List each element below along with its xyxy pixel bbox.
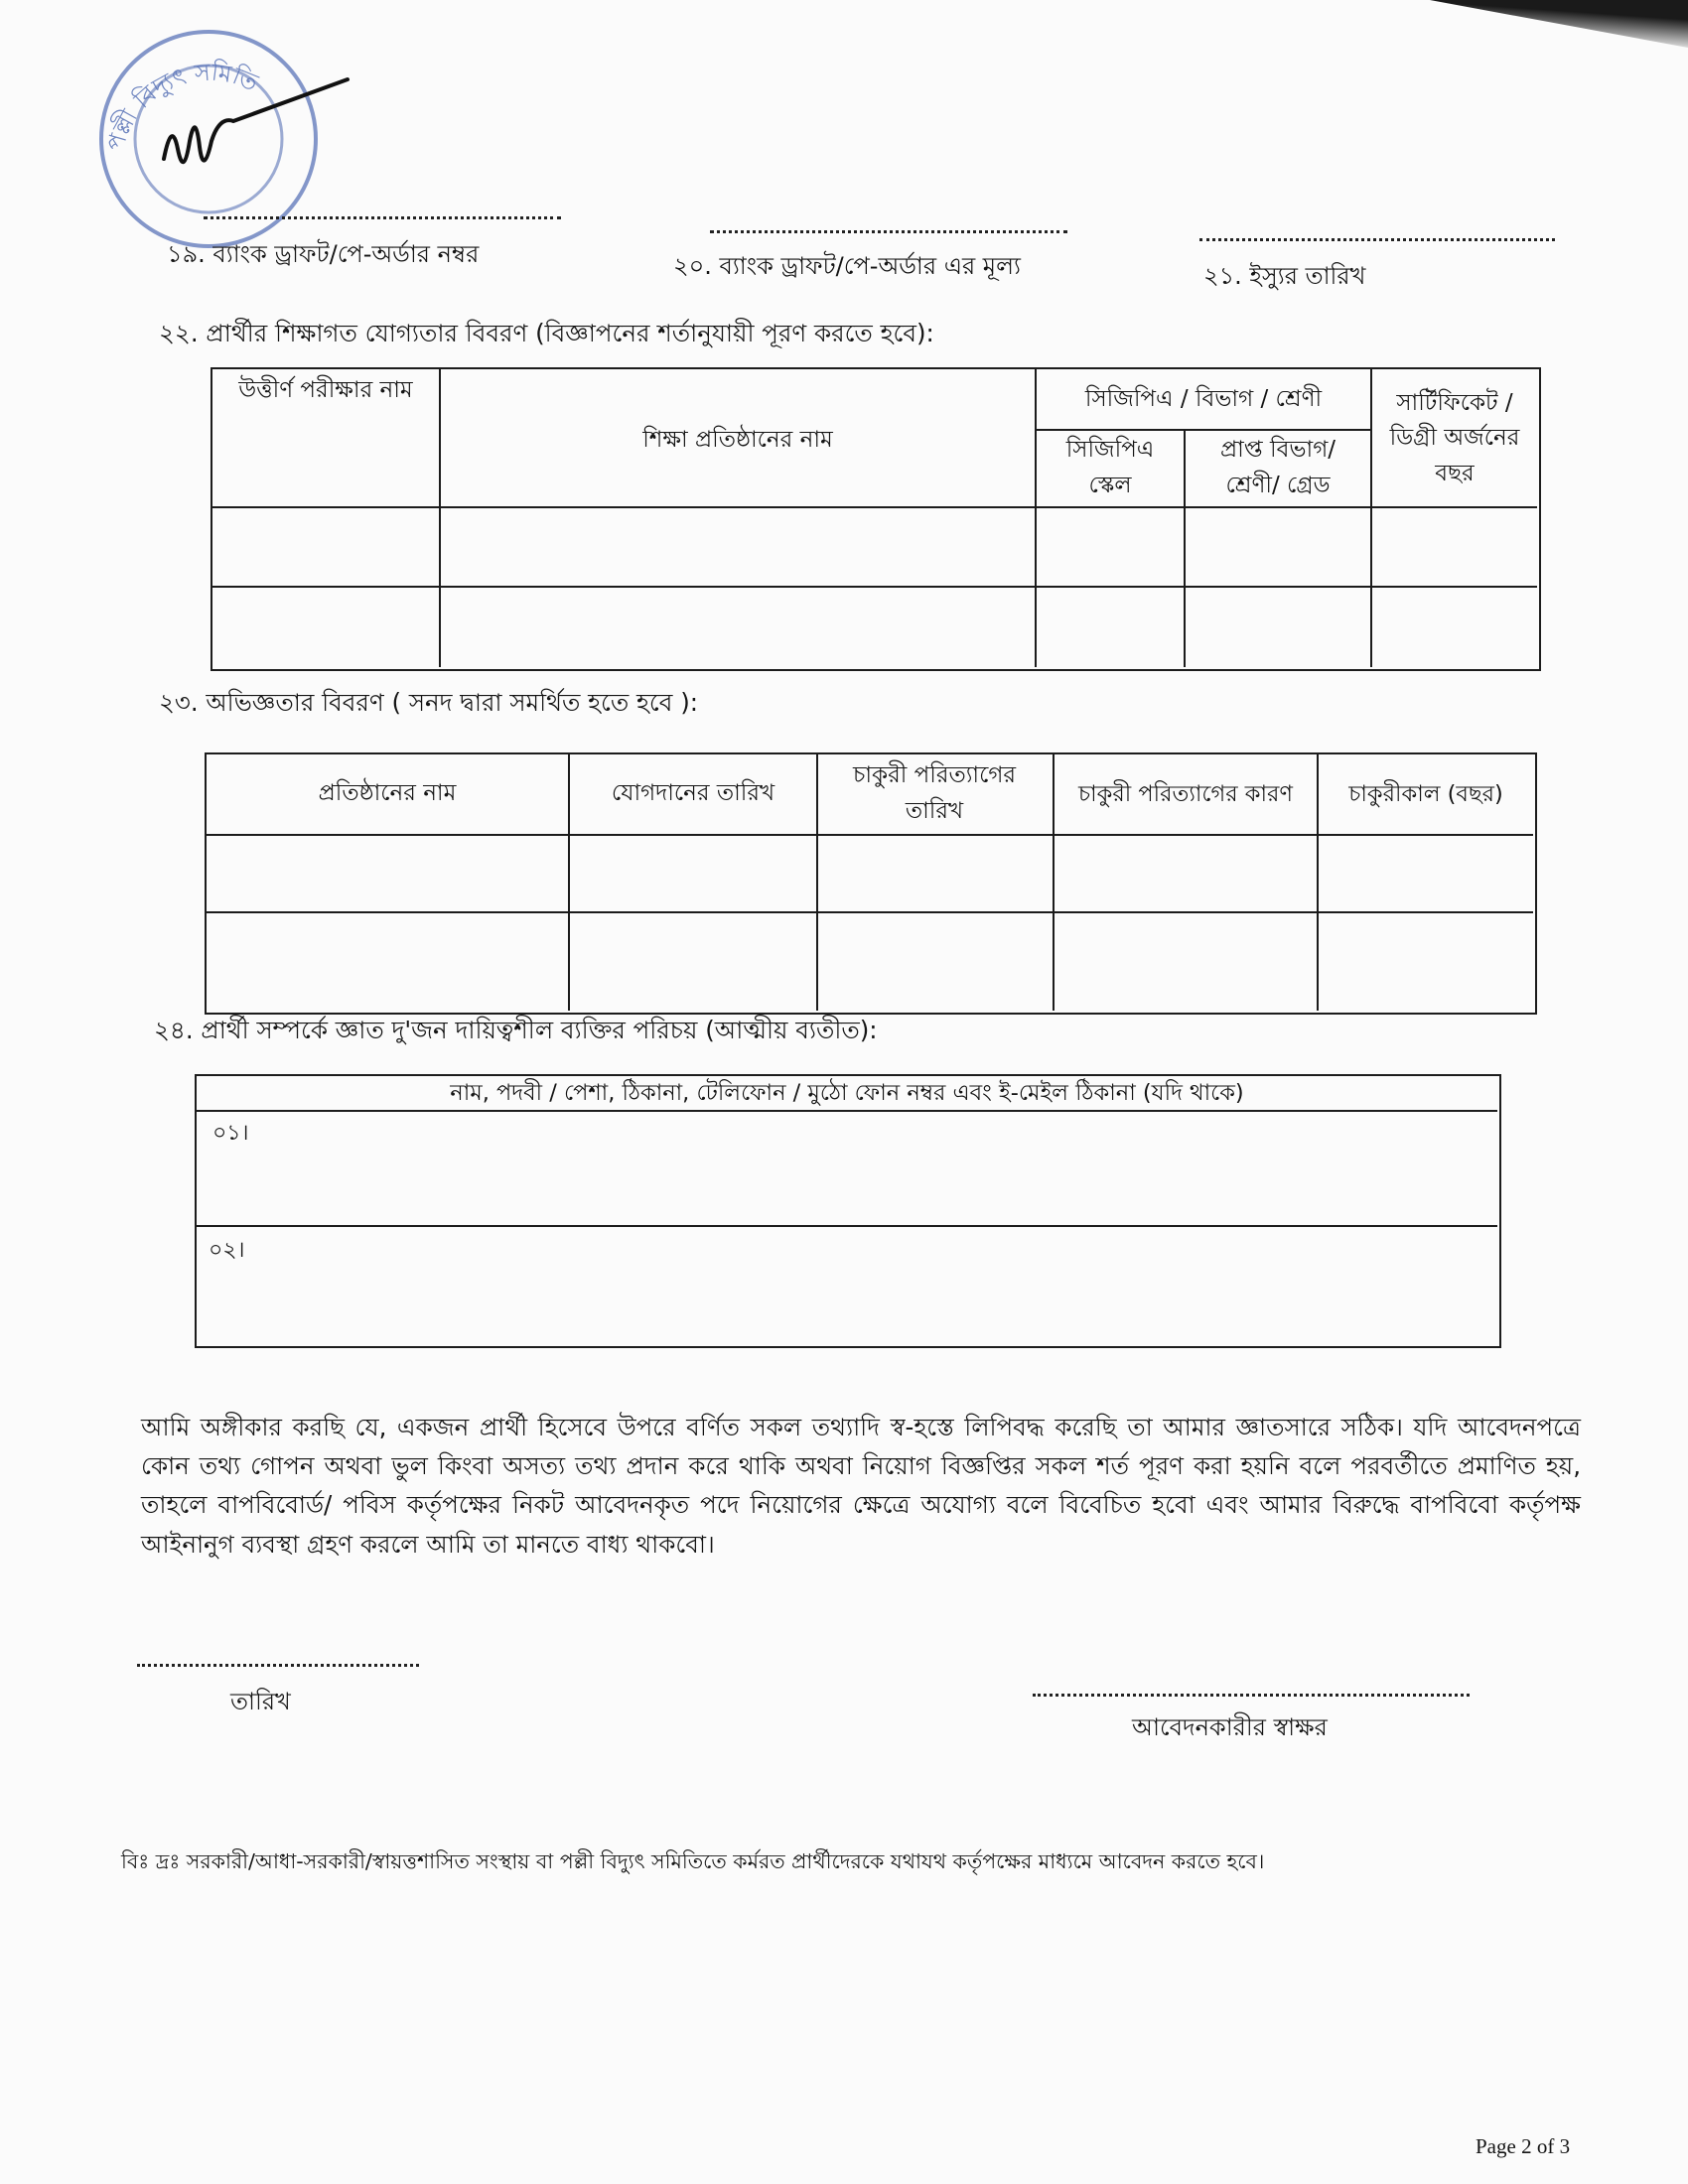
col-join-date: যোগদানের তারিখ <box>611 780 775 807</box>
scan-corner-shadow <box>1430 0 1688 48</box>
reference-row-2: ০২। <box>209 1238 245 1263</box>
col-cgpa-scale: সিজিপিএ স্কেল <box>1065 437 1155 498</box>
signature-scribble <box>164 79 348 162</box>
declaration-text: আমি অঙ্গীকার করছি যে, একজন প্রার্থী হিসেবে উপরে বর্ণিত সকল তথ্যাদি স্ব-হস্তে লিপিবদ্ধ করেছি তা আমার জ্ঞাতসারে সঠিক। যদি আবেদনপত্রে কোন তথ্য গোপন অথবা ভুল কিংবা অসত্য তথ্য প্রদান করে থাকি অথবা নিয়োগ বিজ্ঞপ্তির সকল শর্ত পূরণ করা হয়নি বলে পরবর্তীতে প্রমাণিত হয়, তাহলে বাপবিবোর্ড/ পবিস কর্তৃপক্ষের নিকট আবেদনকৃত পদে নিয়োগের ক্ষেত্রে অযোগ্য বলে বিবেচিত হবো এবং আমার বিরুদ্ধে বাপবিবো কর্তৃপক্ষ আইনানুগ ব্যবস্থা গ্রহণ করলে আমি তা মানতে বাধ্য থাকবো। <box>141 1413 1581 1559</box>
f21-dotline <box>1199 238 1555 241</box>
col-institute-name: শিক্ষা প্রতিষ্ঠানের নাম <box>642 427 833 454</box>
col-result-group: সিজিপিএ / বিভাগ / শ্রেণী <box>1084 386 1323 413</box>
footnote: বিঃ দ্রঃ সরকারী/আধা-সরকারী/স্বায়ত্তশাসিত সংস্থায় বা পল্লী বিদ্যুৎ সমিতিতে কর্মরত প্রার্থীদেরকে যথাযথ কর্তৃপক্ষের মাধ্যমে আবেদন করতে হবে। <box>121 1849 1265 1873</box>
col-leave-reason: চাকুরী পরিত্যাগের কারণ <box>1078 780 1293 807</box>
col-grade: প্রাপ্ত বিভাগ/ শ্রেণী/ গ্রেড <box>1219 437 1336 498</box>
col-leave-date: চাকুরী পরিত্যাগের তারিখ <box>852 762 1017 824</box>
page-number: Page 2 of 3 <box>1476 2134 1571 2158</box>
references-title: ২৪. প্রার্থী সম্পর্কে জ্ঞাত দু'জন দায়িত্বশীল ব্যক্তির পরিচয় (আত্মীয় ব্যতীত): <box>154 1016 878 1044</box>
col-org-name: প্রতিষ্ঠানের নাম <box>318 780 457 807</box>
f19-label: ১৯. ব্যাংক ড্রাফট/পে-অর্ডার নম্বর <box>167 240 480 268</box>
references-header: নাম, পদবী / পেশা, ঠিকানা, টেলিফোন / মুঠো ফোন নম্বর এবং ই-মেইল ঠিকানা (যদি থাকে) <box>450 1079 1244 1106</box>
col-duration: চাকুরীকাল (বছর) <box>1348 780 1503 807</box>
education-title: ২২. প্রার্থীর শিক্ষাগত যোগ্যতার বিবরণ (বিজ্ঞাপনের শর্তানুযায়ী পূরণ করতে হবে): <box>159 319 934 347</box>
reference-row-1: ০১। <box>212 1121 249 1146</box>
col-exam-name: উত্তীর্ণ পরীক্ষার নাম <box>238 377 413 403</box>
f19-dotline <box>204 216 561 219</box>
references-table <box>195 1074 1501 1348</box>
f20-label: ২০. ব্যাংক ড্রাফট/পে-অর্ডার এর মূল্য <box>673 252 1021 280</box>
col-degree-year: সার্টিফিকেট / ডিগ্রী অর্জনের বছর <box>1389 389 1520 486</box>
f20-dotline <box>710 230 1067 233</box>
signature-label: আবেদনকারীর স্বাক্ষর <box>1132 1713 1328 1741</box>
signature-dotline <box>1033 1694 1470 1697</box>
f21-label: ২১. ইস্যুর তারিখ <box>1203 262 1366 290</box>
experience-title: ২৩. অভিজ্ঞতার বিবরণ ( সনদ দ্বারা সমর্থিত হতে হবে ): <box>159 688 699 717</box>
date-label: তারিখ <box>230 1688 291 1715</box>
seal-text: পল্লী বিদ্যুৎ সমিতি <box>101 58 262 154</box>
date-dotline <box>137 1664 419 1667</box>
